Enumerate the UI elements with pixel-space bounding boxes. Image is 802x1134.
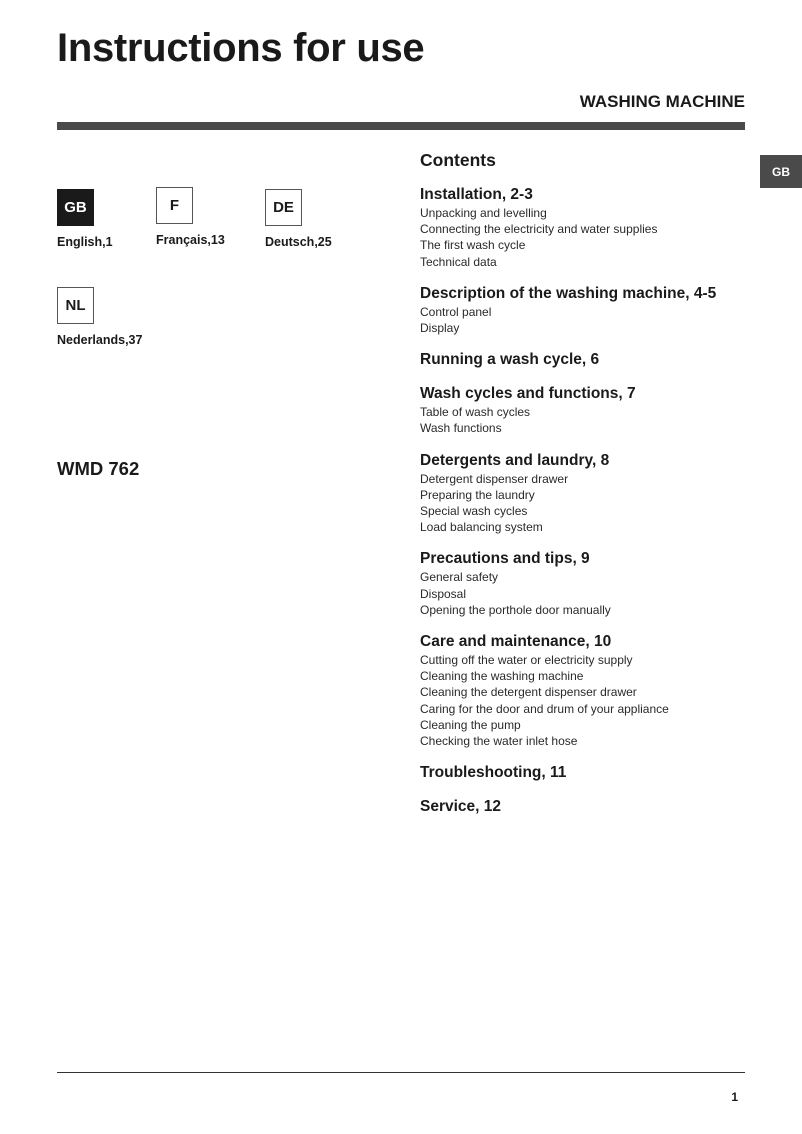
language-nl-label: Nederlands,37 — [57, 333, 143, 347]
language-f-label: Français,13 — [156, 233, 225, 247]
section-item[interactable]: Unpacking and levelling — [420, 206, 547, 220]
section-item[interactable]: Wash functions — [420, 421, 502, 436]
section-item[interactable]: Preparing the laundry — [420, 487, 535, 502]
language-nl-code: NL — [57, 287, 94, 324]
section-item[interactable]: Connecting the electricity and water supplies — [420, 222, 658, 237]
language-de-label: Deutsch,25 — [265, 235, 332, 249]
language-nl[interactable] — [57, 287, 142, 347]
section-heading[interactable]: Precautions and tips, 9 — [420, 550, 590, 568]
section-item[interactable]: Display — [420, 321, 460, 336]
section-item[interactable]: Disposal — [420, 586, 467, 601]
section-heading[interactable]: Running a wash cycle, 6 — [420, 351, 600, 369]
language-gb[interactable] — [57, 189, 113, 249]
contents-section — [420, 763, 755, 783]
section-item[interactable]: Caring for the door and drum of your appliance — [420, 701, 669, 716]
section-heading[interactable]: Service, 12 — [420, 798, 502, 816]
contents-section — [420, 797, 755, 817]
language-gb-code: GB — [57, 189, 94, 226]
contents-section — [420, 384, 755, 436]
section-item[interactable]: Opening the porthole door manually — [420, 602, 611, 617]
section-item[interactable]: Checking the water inlet hose — [420, 734, 578, 749]
section-item[interactable]: Cleaning the pump — [420, 717, 521, 732]
section-item[interactable]: General safety — [420, 570, 499, 585]
footer-divider — [57, 1072, 745, 1073]
table-of-contents — [420, 150, 755, 831]
section-item[interactable]: Table of wash cycles — [420, 405, 531, 420]
section-item[interactable]: Cleaning the washing machine — [420, 669, 584, 684]
section-item[interactable]: Special wash cycles — [420, 504, 528, 519]
section-item[interactable]: Cleaning the detergent dispenser drawer — [420, 685, 637, 700]
language-de-code: DE — [265, 189, 302, 226]
section-item[interactable]: Control panel — [420, 304, 492, 319]
document-subtitle: WASHING MACHINE — [579, 92, 745, 111]
section-heading[interactable]: Description of the washing machine, 4-5 — [420, 284, 717, 302]
contents-sections — [420, 185, 755, 817]
page-number: 1 — [731, 1090, 738, 1104]
model-number: WMD 762 — [57, 458, 140, 479]
language-gb-label: English,1 — [57, 235, 113, 249]
section-item[interactable]: Detergent dispenser drawer — [420, 471, 569, 486]
language-f[interactable] — [156, 187, 225, 247]
language-side-tab: GB — [760, 155, 802, 188]
section-heading[interactable]: Installation, 2-3 — [420, 186, 533, 203]
section-heading[interactable]: Detergents and laundry, 8 — [420, 451, 610, 469]
section-heading[interactable]: Troubleshooting, 11 — [420, 764, 567, 782]
section-heading[interactable]: Care and maintenance, 10 — [420, 633, 612, 651]
section-item[interactable]: Cutting off the water or electricity supply — [420, 653, 633, 668]
contents-section — [420, 350, 755, 370]
contents-title: Contents — [420, 150, 496, 170]
language-f-code: F — [156, 187, 193, 224]
contents-section — [420, 451, 755, 536]
language-de[interactable] — [265, 189, 332, 249]
section-item[interactable]: Load balancing system — [420, 520, 543, 535]
section-heading[interactable]: Wash cycles and functions, 7 — [420, 385, 636, 403]
section-item[interactable]: Technical data — [420, 254, 497, 269]
contents-section — [420, 284, 755, 336]
header-divider — [57, 122, 745, 130]
section-item[interactable]: The first wash cycle — [420, 238, 526, 253]
document-title: Instructions for use — [57, 26, 425, 70]
contents-section — [420, 549, 755, 618]
contents-section — [420, 185, 755, 270]
contents-section — [420, 632, 755, 749]
